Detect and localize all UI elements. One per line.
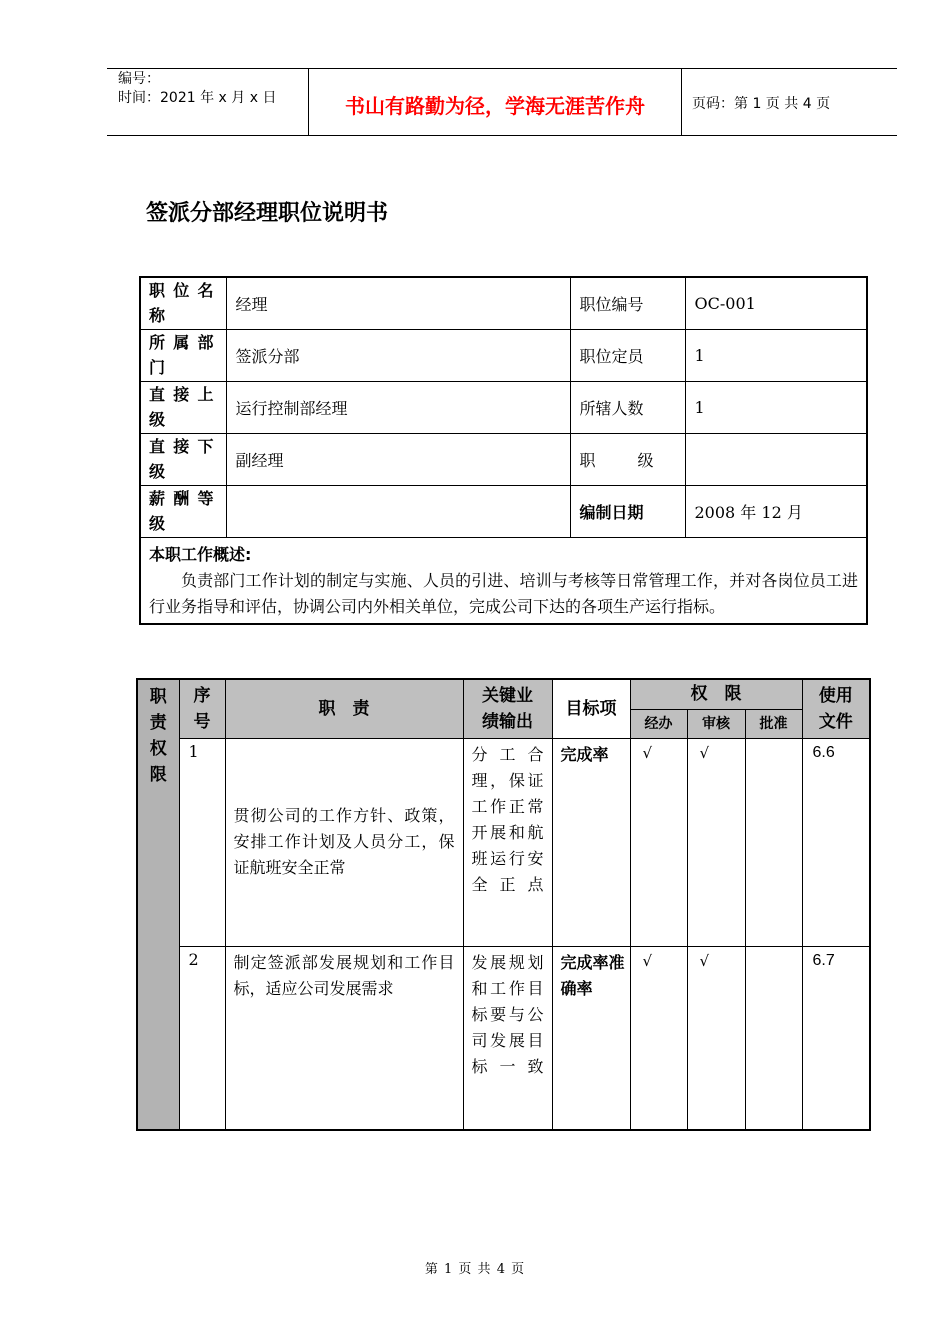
duty-kpi: 分工合理，保证工作正常开展和航班运行安全正点 [463,738,552,946]
duty-header-row [137,679,870,709]
header-motto: 书山有路勤为径，学海无涯苦作舟 [345,94,645,118]
side-label-text: 职责权限 [149,687,167,785]
header-seq-text: 序号 [193,685,211,732]
info-value [226,485,570,537]
info-label: 直接上级 [140,381,226,433]
duty-approve-check [745,738,802,946]
info-label: 职位名称 [140,277,226,329]
info-row-department [140,329,867,381]
header-kpi-text: 关键业绩输出 [482,685,533,732]
info-row-title [140,277,867,329]
duty-review-check: √ [687,738,745,946]
duty-goal: 完成率 [552,738,630,946]
rank-label-b: 级 [637,450,654,470]
header-handle: 经办 [630,709,687,738]
duty-seq: 1 [179,738,225,946]
summary-body: 负责部门工作计划的制定与实施、人员的引进、培训与考核等日常管理工作，并对各岗位员工进行业务指导和评估，协调公司内外相关单位，完成公司下达的各项生产运行指标。 [149,570,858,616]
info-label: 所属部门 [140,329,226,381]
header-goal: 目标项 [552,679,630,738]
info-label-2: 编制日期 [570,485,685,537]
header-bottom-rule [107,135,897,136]
info-value-2: 1 [685,381,867,433]
duty-row [137,946,870,1130]
header-kpi [463,679,552,738]
header-responsibility: 职 责 [225,679,463,738]
info-label: 直接下级 [140,433,226,485]
duty-document: 6.7 [802,946,870,1130]
header-meta [118,70,276,108]
info-value-2 [685,433,867,485]
header-review: 审核 [687,709,745,738]
header-document [802,679,870,738]
duty-handle-check: √ [630,946,687,1130]
summary-title: 本职工作概述: [149,544,252,564]
duty-document: 6.6 [802,738,870,946]
serial-label: 编号： [118,71,160,87]
header-top-rule [107,68,897,69]
header-divider-right [681,68,682,135]
info-label-2: 所辖人数 [570,381,685,433]
duty-seq: 2 [179,946,225,1130]
duty-goal [552,946,630,1130]
duty-approve-check [745,946,802,1130]
document-title: 签派分部经理职位说明书 [146,201,389,226]
header-authority: 权 限 [630,679,802,709]
info-row-salary [140,485,867,537]
duty-authority-table [136,678,871,1131]
header-approve: 批准 [745,709,802,738]
info-row-summary [140,537,867,624]
info-value: 副经理 [226,433,570,485]
info-label: 薪酬等级 [140,485,226,537]
info-value: 签派分部 [226,329,570,381]
info-row-subordinate [140,433,867,485]
position-info-table [139,276,868,625]
duty-handle-check: √ [630,738,687,946]
rank-label-a: 职 [579,450,596,470]
duty-kpi: 发展规划和工作目标要与公司发展目标一致 [463,946,552,1130]
duty-goal-text: 完成率准确率 [560,952,625,998]
duty-responsibility: 贯彻公司的工作方针、政策，安排工作计划及人员分工，保证航班安全正常 [225,738,463,946]
duty-row [137,738,870,946]
duty-review-check: √ [687,946,745,1130]
header-document-text: 使用文件 [818,685,853,732]
duty-responsibility: 制定签派部发展规划和工作目标，适应公司发展需求 [225,946,463,1130]
info-label-2: 职位编号 [570,277,685,329]
info-value: 经理 [226,277,570,329]
info-label-2: 职位定员 [570,329,685,381]
info-row-superior [140,381,867,433]
header-page-info: 页码：第 1 页 共 4 页 [692,96,831,112]
info-label-2 [570,433,685,485]
info-value: 运行控制部经理 [226,381,570,433]
time-label: 时间：2021 年 x 月 x 日 [118,90,277,106]
info-value-2: OC-001 [685,277,867,329]
side-label [137,679,179,1130]
info-value-2: 1 [685,329,867,381]
summary-cell [140,537,867,624]
info-value-2: 2008 年 12 月 [685,485,867,537]
header-seq [179,679,225,738]
page-footer: 第 1 页 共 4 页 [424,1262,526,1277]
